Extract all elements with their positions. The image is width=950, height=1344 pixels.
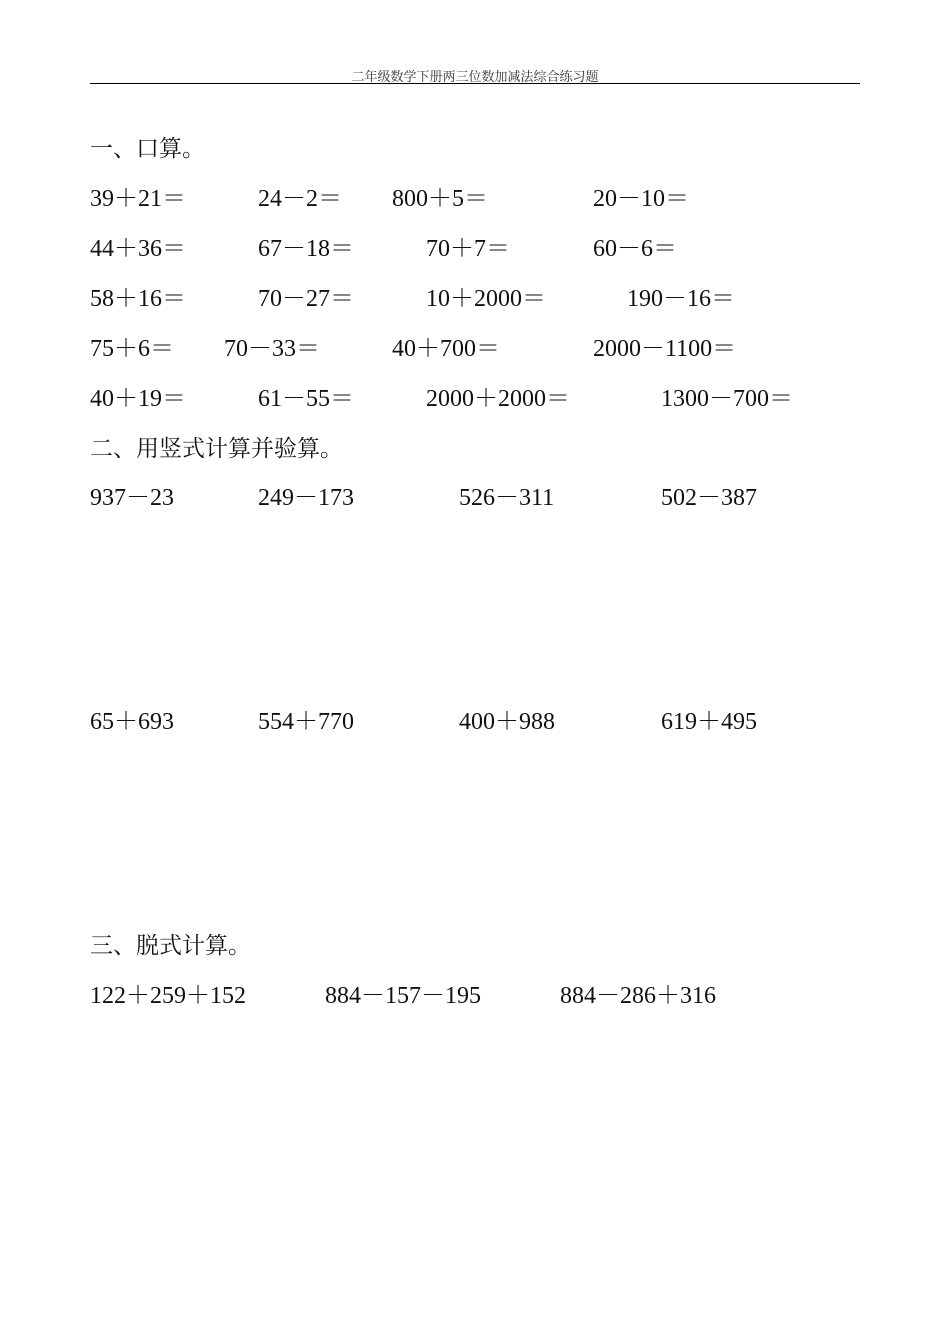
- section-3-heading: 三、脱式计算。: [90, 933, 251, 959]
- oral-problem: 1300－700＝: [661, 386, 793, 412]
- oral-problem: 58＋16＝: [90, 286, 186, 312]
- oral-problem: 39＋21＝: [90, 186, 186, 212]
- oral-problem: 67－18＝: [258, 236, 354, 262]
- oral-problem: 61－55＝: [258, 386, 354, 412]
- oral-problem: 2000－1100＝: [593, 336, 737, 362]
- step-calc-problem: 884－286＋316: [560, 983, 716, 1009]
- vertical-calc-problem: 65＋693: [90, 709, 174, 735]
- oral-problem: 20－10＝: [593, 186, 689, 212]
- oral-problem: 24－2＝: [258, 186, 342, 212]
- section-1-heading: 一、口算。: [90, 136, 205, 162]
- oral-problem: 10＋2000＝: [426, 286, 546, 312]
- oral-problem: 190－16＝: [627, 286, 735, 312]
- oral-problem: 2000＋2000＝: [426, 386, 570, 412]
- oral-problem: 60－6＝: [593, 236, 677, 262]
- oral-problem: 70－33＝: [224, 336, 320, 362]
- vertical-calc-problem: 400＋988: [459, 709, 555, 735]
- oral-problem: 70＋7＝: [426, 236, 510, 262]
- vertical-calc-problem: 526－311: [459, 485, 555, 511]
- oral-problem: 70－27＝: [258, 286, 354, 312]
- step-calc-problem: 884－157－195: [325, 983, 481, 1009]
- vertical-calc-problem: 937－23: [90, 485, 174, 511]
- vertical-calc-problem: 554＋770: [258, 709, 354, 735]
- page-header-title: 二年级数学下册两三位数加减法综合练习题: [351, 70, 599, 85]
- oral-problem: 40＋19＝: [90, 386, 186, 412]
- header-rule: [90, 83, 860, 84]
- oral-problem: 75＋6＝: [90, 336, 174, 362]
- oral-problem: 800＋5＝: [392, 186, 488, 212]
- oral-problem: 40＋700＝: [392, 336, 500, 362]
- step-calc-problem: 122＋259＋152: [90, 983, 246, 1009]
- vertical-calc-problem: 249－173: [258, 485, 354, 511]
- vertical-calc-problem: 502－387: [661, 485, 757, 511]
- section-2-heading: 二、用竖式计算并验算。: [90, 436, 343, 462]
- vertical-calc-problem: 619＋495: [661, 709, 757, 735]
- oral-problem: 44＋36＝: [90, 236, 186, 262]
